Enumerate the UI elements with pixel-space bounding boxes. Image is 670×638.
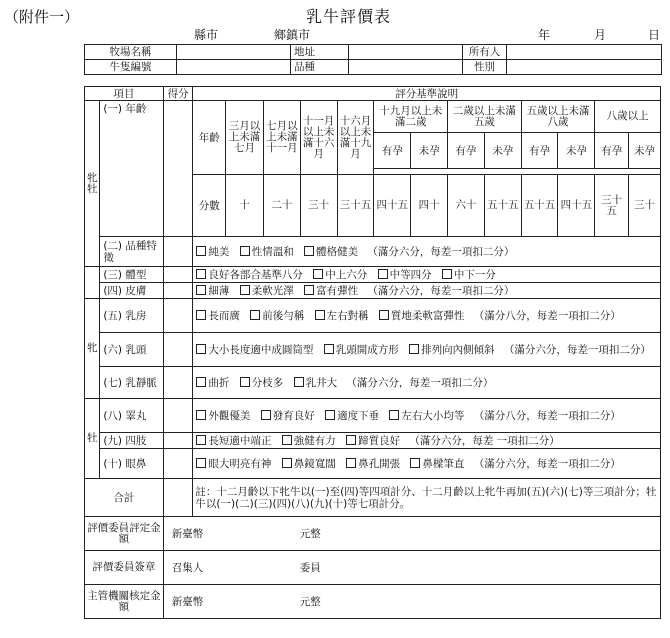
checkbox[interactable] <box>313 269 323 279</box>
age-col-5: 十九月以上未滿二歲 <box>374 101 448 133</box>
option-label: 細薄 <box>208 284 230 297</box>
item-criteria <box>193 449 661 479</box>
pregnant-label: 有孕 <box>521 133 558 169</box>
option-label: 中上六分 <box>325 268 368 281</box>
item-score-field[interactable] <box>163 399 193 433</box>
day-label: 日 <box>648 28 661 42</box>
age-score-value: 三十 <box>300 175 337 237</box>
item-score-field[interactable] <box>163 433 193 449</box>
option-label: 排列向內側傾斜 <box>421 343 495 356</box>
checkbox[interactable] <box>379 310 389 320</box>
option-label: 乳井大 <box>305 376 338 389</box>
option-label: 前後勻稱 <box>262 309 305 322</box>
item-label: (五) 乳房 <box>100 299 163 333</box>
checkbox[interactable] <box>378 269 388 279</box>
option-label: 眼大明亮有神 <box>208 457 272 470</box>
auth-prefix: 新臺幣 <box>171 595 204 608</box>
option-label: 強健有力 <box>293 434 336 447</box>
option-label: 長短適中端正 <box>208 434 272 447</box>
option-label: 中下一分 <box>453 268 496 281</box>
attachment-label: （附件一） <box>4 8 80 26</box>
age-score-field[interactable] <box>163 101 193 237</box>
county-label: 縣市 <box>194 28 219 42</box>
option-label: 分枝多 <box>251 376 284 389</box>
evaluation-table <box>84 86 661 619</box>
checkbox[interactable] <box>240 377 250 387</box>
item-label: (八) 睪丸 <box>100 399 163 433</box>
item-criteria <box>193 433 661 449</box>
age-col-1: 三月以上未滿七月 <box>226 101 264 175</box>
option-label: 大小長度適中成圓筒型 <box>208 343 314 356</box>
group-label-top: 牝牡 <box>85 101 100 267</box>
age-score-value: 三十 <box>629 175 661 237</box>
checkbox[interactable] <box>240 285 250 295</box>
checkbox[interactable] <box>346 435 356 445</box>
total-note: 註：十二月齡以下牝牛以(一)至(四)等四項計分、十二月齡以上牝牛再加(五)(六)(七)等三項計分；牡牛以(一)(二)(三)(四)(八)(九)(十)等七項計分。 <box>193 479 661 517</box>
item-score-field[interactable] <box>163 267 193 283</box>
checkbox[interactable] <box>196 285 206 295</box>
item-criteria <box>193 333 661 367</box>
township-label: 鄉鎮市 <box>274 28 311 42</box>
option-label: 左右對稱 <box>326 309 369 322</box>
pregnant-label: 有孕 <box>374 133 411 169</box>
item-label: (十) 眼鼻 <box>100 449 163 479</box>
option-label: 曲折 <box>208 376 230 389</box>
checkbox[interactable] <box>240 246 250 256</box>
item-label: (九) 四肢 <box>100 433 163 449</box>
item-criteria <box>193 367 661 399</box>
checkbox[interactable] <box>409 344 419 354</box>
not-pregnant-label: 未孕 <box>629 133 661 169</box>
item-label: (六) 乳頭 <box>100 333 163 367</box>
item-label: (四) 皮膚 <box>100 283 163 299</box>
checkbox[interactable] <box>294 377 304 387</box>
score-header: 得分 <box>163 87 193 101</box>
age-score-value: 四十五 <box>558 175 595 237</box>
farm-name-field[interactable] <box>177 45 291 60</box>
checkbox[interactable] <box>196 435 206 445</box>
checkbox[interactable] <box>304 285 314 295</box>
age-score-value: 四十 <box>411 175 448 237</box>
age-col-8: 八歲以上 <box>595 101 661 133</box>
checkbox[interactable] <box>261 410 271 420</box>
info-table <box>84 44 662 75</box>
age-label: (一) 年齡 <box>100 101 163 237</box>
item-label: (七) 乳靜脈 <box>100 367 163 399</box>
committee-seal-label: 評價委員簽章 <box>85 551 164 585</box>
checkbox[interactable] <box>410 458 420 468</box>
breed-label: 品種 <box>291 60 349 75</box>
option-label: 長而廣 <box>208 309 240 322</box>
option-label: 蹄質良好 <box>358 434 401 447</box>
scoring-note: （滿分六分，每差一項扣二分） <box>367 284 515 297</box>
scoring-note: （滿分八分，每差一項扣二分） <box>473 309 621 322</box>
group-label-cont <box>85 267 100 299</box>
item-criteria <box>193 283 661 299</box>
checkbox[interactable] <box>389 410 399 420</box>
option-label: 性情溫和 <box>251 245 294 258</box>
item-score-field[interactable] <box>163 237 193 267</box>
checkbox[interactable] <box>304 246 314 256</box>
checkbox[interactable] <box>315 310 325 320</box>
option-label: 良好各部合基準八分 <box>208 268 303 281</box>
scoring-note: （滿分六分，每差一項扣二分） <box>503 343 651 356</box>
option-label: 富有彈性 <box>316 284 359 297</box>
age-score-value: 五十五 <box>484 175 521 237</box>
criteria-header: 評分基準說明 <box>193 87 661 101</box>
committee-amount-field[interactable] <box>163 517 660 551</box>
breed-field[interactable] <box>349 60 463 75</box>
checkbox[interactable] <box>196 310 206 320</box>
option-label: 體格健美 <box>316 245 359 258</box>
age-score-value: 五十五 <box>521 175 558 237</box>
scoring-note: （滿分六分，每差 一項扣二分） <box>409 434 560 447</box>
checkbox[interactable] <box>282 435 292 445</box>
checkbox[interactable] <box>250 310 260 320</box>
farm-name-label: 牧場名稱 <box>85 45 177 60</box>
age-score-value: 三十五 <box>337 175 374 237</box>
year-label: 年 <box>538 28 551 42</box>
total-score-field[interactable] <box>163 479 193 517</box>
checkbox[interactable] <box>325 410 335 420</box>
address-field[interactable] <box>349 45 463 60</box>
item-score-field[interactable] <box>163 333 193 367</box>
checkbox[interactable] <box>282 458 292 468</box>
age-score-value: 十 <box>226 175 264 237</box>
option-label: 鼻孔開張 <box>358 457 401 470</box>
convener-label: 召集人 <box>171 561 204 574</box>
option-label: 左右大小均等 <box>401 409 465 422</box>
scoring-note: （滿分六分，每差一項扣二分） <box>367 245 515 258</box>
age-col-3: 十一月以上未滿十六月 <box>300 101 337 175</box>
header-line <box>0 26 670 42</box>
checkbox[interactable] <box>196 458 206 468</box>
age-col-2: 七月以上未滿十一月 <box>263 101 300 175</box>
sex-label: 性別 <box>463 60 507 75</box>
not-pregnant-label: 未孕 <box>558 133 595 169</box>
item-label: (二) 品種特徵 <box>100 237 163 267</box>
not-pregnant-label: 未孕 <box>411 133 448 169</box>
pregnant-label: 有孕 <box>448 133 485 169</box>
owner-field[interactable] <box>507 45 662 60</box>
checkbox[interactable] <box>196 269 206 279</box>
item-label: (三) 體型 <box>100 267 163 283</box>
checkbox[interactable] <box>324 344 334 354</box>
committee-seal-field[interactable] <box>163 551 660 585</box>
item-criteria <box>193 299 661 333</box>
item-header: 項目 <box>85 87 164 101</box>
age-score-value: 三十五 <box>595 175 629 237</box>
scoring-note: （滿分六分，每差一項扣二分） <box>473 457 621 470</box>
pregnant-label: 有孕 <box>595 133 629 169</box>
not-pregnant-label: 未孕 <box>484 133 521 169</box>
committee-amount-label: 評價委員評定金額 <box>85 517 164 551</box>
age-score-value: 四十五 <box>374 175 411 237</box>
amount-suffix: 元整 <box>299 527 321 540</box>
item-score-field[interactable] <box>163 449 193 479</box>
option-label: 適度下垂 <box>337 409 380 422</box>
option-label: 純美 <box>208 245 230 258</box>
authority-amount-label: 主管機關核定金額 <box>85 585 164 619</box>
cattle-no-field[interactable] <box>177 60 291 75</box>
address-label: 地址 <box>291 45 349 60</box>
option-label: 外觀優美 <box>208 409 251 422</box>
score-row-label: 分數 <box>193 175 226 237</box>
item-criteria <box>193 267 661 283</box>
item-score-field[interactable] <box>163 299 193 333</box>
item-criteria <box>193 237 661 267</box>
scoring-note: （滿分六分，每差一項扣二分） <box>346 376 494 389</box>
option-label: 發育良好 <box>272 409 315 422</box>
age-row-label: 年齡 <box>193 101 226 175</box>
month-label: 月 <box>594 28 607 42</box>
option-label: 鼻鏡寬闊 <box>293 457 336 470</box>
amount-prefix: 新臺幣 <box>171 527 204 540</box>
option-label: 中等四分 <box>389 268 432 281</box>
age-col-4: 十六月以上未滿十九月 <box>337 101 374 175</box>
sex-field[interactable] <box>507 60 662 75</box>
item-score-field[interactable] <box>163 367 193 399</box>
owner-label: 所有人 <box>463 45 507 60</box>
scoring-note: （滿分八分，每差一項扣二分） <box>473 409 621 422</box>
option-label: 乳頭開成方形 <box>335 343 399 356</box>
age-col-7: 五歲以上未滿八歲 <box>521 101 595 133</box>
member-label: 委員 <box>299 561 321 574</box>
checkbox[interactable] <box>196 344 206 354</box>
group-label-cow: 牝 <box>85 299 100 399</box>
age-score-value: 六十 <box>448 175 485 237</box>
checkbox[interactable] <box>442 269 452 279</box>
form-title: 乳牛評價表 <box>306 7 392 26</box>
item-score-field[interactable] <box>163 283 193 299</box>
checkbox[interactable] <box>346 458 356 468</box>
age-col-6: 二歲以上未滿五歲 <box>448 101 522 133</box>
auth-suffix: 元整 <box>299 595 321 608</box>
cattle-no-label: 牛隻編號 <box>85 60 177 75</box>
group-label-bull: 牡 <box>85 399 100 479</box>
checkbox[interactable] <box>196 377 206 387</box>
option-label: 質地柔軟富彈性 <box>390 309 465 322</box>
item-criteria <box>193 399 661 433</box>
checkbox[interactable] <box>196 410 206 420</box>
total-label: 合計 <box>85 479 164 517</box>
age-score-value: 二十 <box>263 175 300 237</box>
checkbox[interactable] <box>196 246 206 256</box>
option-label: 鼻樑筆直 <box>422 457 465 470</box>
authority-amount-field[interactable] <box>163 585 660 619</box>
option-label: 柔軟光澤 <box>251 284 294 297</box>
